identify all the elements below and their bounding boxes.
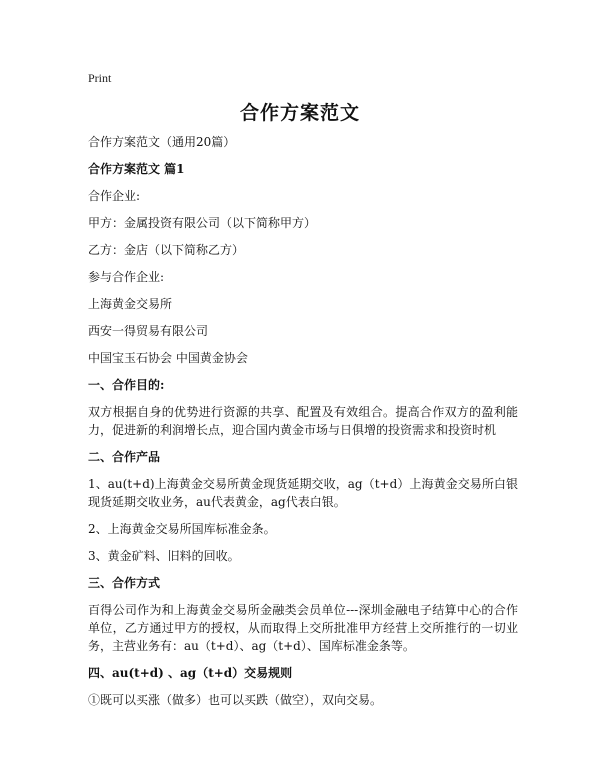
paragraph-product-1: 1、au(t+d)上海黄金交易所黄金现货延期交收，ag（t+d）上海黄金交易所白银现货延期交收业务，au代表黄金，ag代表白银。: [88, 477, 518, 509]
paragraph-product-3: 3、黄金矿料、旧料的回收。: [88, 549, 240, 563]
print-link[interactable]: Print: [88, 71, 112, 85]
paragraph-sge: 上海黄金交易所: [88, 297, 173, 311]
document-body: [88, 133, 518, 718]
page-title: 合作方案范文: [239, 102, 360, 124]
paragraph-method: 百得公司作为和上海黄金交易所金融类会员单位---深圳金融电子结算中心的合作单位，乙方通过甲方的授权，从而取得上交所批准甲方经营上交所推行的一切业务，主营业务有：au（t+d）、ag（t+d）、国库标准金条等。: [88, 603, 518, 653]
paragraph-rule-1: ①既可以买涨（做多）也可以买跌（做空），双向交易。: [88, 693, 383, 707]
heading-rules: 四、au(t+d) 、ag（t+d）交易规则: [88, 666, 293, 680]
paragraph-participants: 参与合作企业:: [88, 270, 165, 284]
heading-method: 三、合作方式: [88, 576, 161, 590]
paragraph-product-2: 2、上海黄金交易所国库标准金条。: [88, 522, 276, 536]
heading-products: 二、合作产品: [88, 450, 161, 464]
paragraph-purpose: 双方根据自身的优势进行资源的共享、配置及有效组合。提高合作双方的盈利能力，促进新的利润增长点，迎合国内黄金市场与日俱增的投资需求和投资时机: [88, 405, 518, 437]
paragraph-associations: 中国宝玉石协会 中国黄金协会: [88, 351, 248, 365]
subtitle: 合作方案范文（通用20篇）: [88, 135, 236, 149]
section-heading-1: 合作方案范文 篇1: [88, 162, 185, 176]
heading-purpose: 一、合作目的:: [88, 378, 165, 392]
paragraph-party-a: 甲方：金属投资有限公司（以下简称甲方）: [88, 216, 317, 230]
paragraph-xian: 西安一得贸易有限公司: [88, 324, 209, 338]
paragraph-coop-company: 合作企业:: [88, 189, 141, 203]
paragraph-party-b: 乙方：金店（以下简称乙方）: [88, 243, 245, 257]
